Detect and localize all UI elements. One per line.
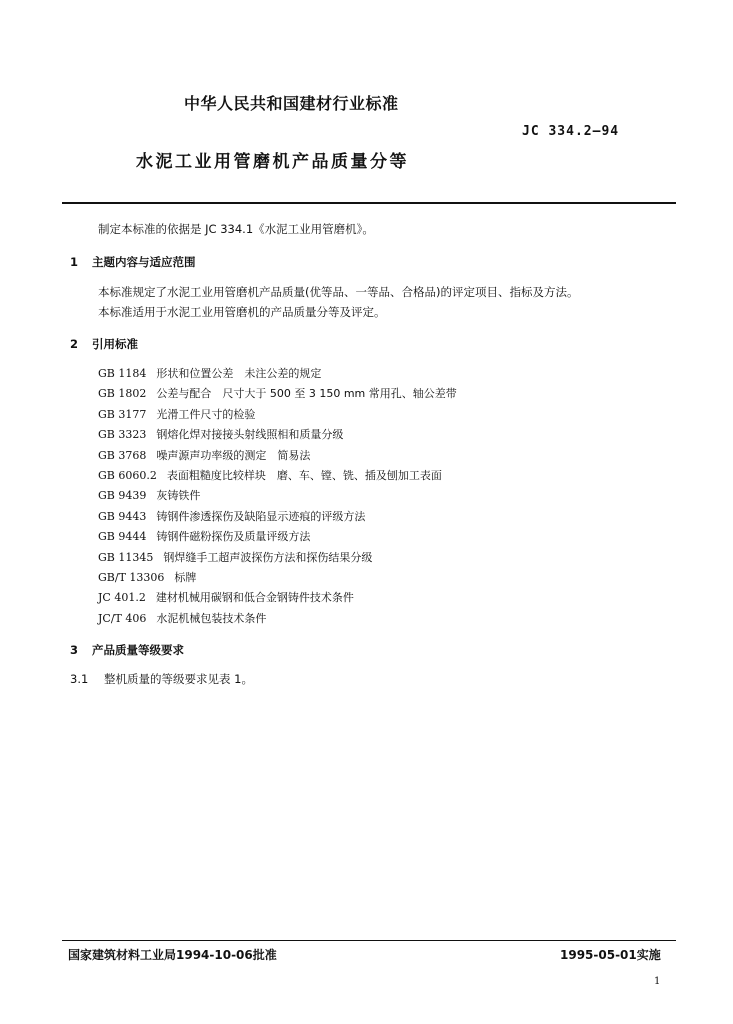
reference-list (98, 364, 457, 629)
section-number: 3 (70, 643, 79, 657)
reference-item (98, 609, 457, 629)
reference-code: GB 1184 (98, 367, 147, 380)
reference-item (98, 507, 457, 527)
clause-3-1 (70, 672, 253, 686)
section-1-paragraph-1: 本标准规定了水泥工业用管磨机产品质量(优等品、一等品、合格品)的评定项目、指标及方法。 (98, 285, 579, 299)
section-1-heading (70, 254, 196, 270)
clause-number: 3.1 (70, 672, 89, 686)
clause-text: 整机质量的等级要求见表 1。 (104, 672, 253, 686)
reference-item (98, 568, 457, 588)
approval-date: 国家建筑材料工业局1994-10-06批准 (68, 948, 277, 962)
page-number: 1 (654, 976, 661, 987)
reference-item (98, 364, 457, 384)
reference-title: 铸钢件渗透探伤及缺陷显示迹痕的评级方法 (156, 509, 366, 523)
industry-standard-label: 中华人民共和国建材行业标准 (184, 94, 399, 113)
section-3-heading (70, 642, 184, 658)
reference-title: 钢焊缝手工超声波探伤方法和探伤结果分级 (163, 550, 373, 564)
reference-title: 形状和位置公差 未注公差的规定 (156, 367, 322, 380)
reference-code: GB 3323 (98, 428, 147, 442)
reference-title: 表面粗糙度比较样块 磨、车、镗、铣、插及刨加工表面 (166, 468, 442, 482)
reference-item (98, 405, 457, 425)
reference-item (98, 548, 457, 568)
footer-divider (62, 940, 676, 941)
reference-title: 公差与配合 尺寸大于 500 至 3 150 mm 常用孔、轴公差带 (156, 387, 457, 401)
section-number: 2 (70, 337, 79, 351)
implementation-date: 1995-05-01实施 (560, 948, 661, 962)
reference-code: GB 9444 (98, 530, 147, 544)
reference-item (98, 588, 457, 608)
reference-item (98, 446, 457, 466)
reference-item (98, 466, 457, 486)
document-title: 水泥工业用管磨机产品质量分等 (136, 152, 409, 172)
reference-code: GB 3177 (98, 407, 147, 421)
reference-title: 钢熔化焊对接接头射线照相和质量分级 (156, 428, 344, 442)
section-title: 主题内容与适应范围 (92, 255, 196, 269)
section-title: 产品质量等级要求 (92, 643, 185, 657)
reference-code: GB 9443 (98, 509, 147, 523)
section-title: 引用标准 (92, 337, 139, 351)
reference-title: 标牌 (174, 570, 197, 584)
reference-item (98, 425, 457, 445)
reference-code: GB 1802 (98, 387, 147, 401)
reference-title: 水泥机械包装技术条件 (156, 611, 267, 625)
reference-code: GB 11345 (98, 550, 154, 564)
reference-code: JC 401.2 (98, 591, 146, 605)
reference-title: 噪声源声功率级的测定 简易法 (156, 448, 311, 462)
reference-code: GB 3768 (98, 448, 147, 462)
reference-title: 灰铸铁件 (156, 489, 201, 503)
intro-paragraph: 制定本标准的依据是 JC 334.1《水泥工业用管磨机》。 (98, 222, 374, 236)
reference-item (98, 486, 457, 506)
section-2-heading (70, 336, 138, 352)
header-divider (62, 202, 676, 204)
reference-code: GB/T 13306 (98, 570, 165, 584)
reference-item (98, 384, 457, 404)
reference-title: 铸钢件磁粉探伤及质量评级方法 (156, 530, 311, 544)
reference-title: 建材机械用碳钢和低合金钢铸件技术条件 (155, 591, 354, 605)
reference-item (98, 527, 457, 547)
reference-code: JC/T 406 (98, 611, 147, 625)
standard-code: JC 334.2—94 (522, 124, 620, 139)
section-1-paragraph-2: 本标准适用于水泥工业用管磨机的产品质量分等及评定。 (98, 305, 386, 319)
reference-title: 光滑工件尺寸的检验 (156, 407, 256, 421)
reference-code: GB 6060.2 (98, 468, 157, 482)
section-number: 1 (70, 255, 79, 269)
reference-code: GB 9439 (98, 489, 147, 503)
